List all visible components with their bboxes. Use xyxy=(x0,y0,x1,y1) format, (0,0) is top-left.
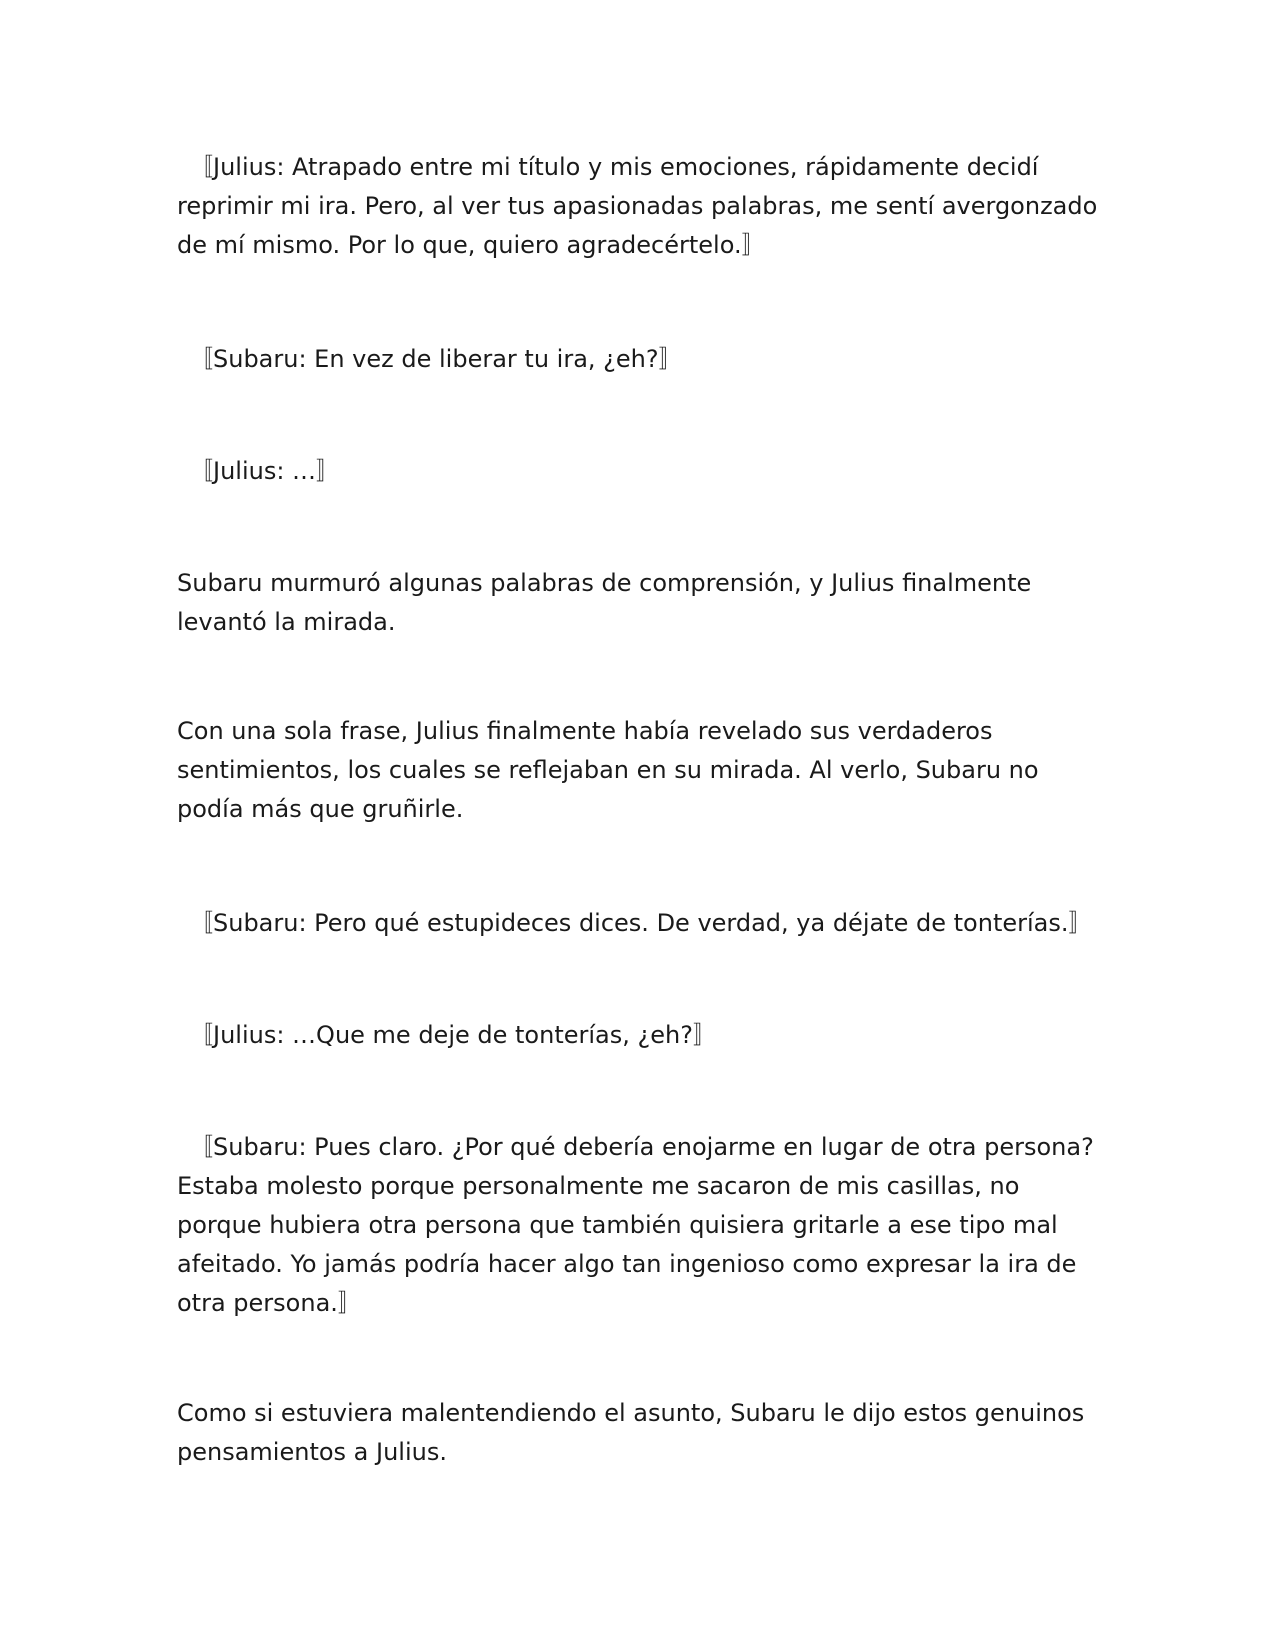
dialogue-subaru-explanation: 〚Subaru: Pues claro. ¿Por qué debería enojarme en lugar de otra persona? Estaba molesto porque personalmente me sacaron de mis casillas, no porque hubiera otra persona que también quisiera gritarle a ese tipo mal afeitado. Yo jamás podría hacer algo tan ingenioso como expresar la ira de otra persona.〛 xyxy=(177,1133,1094,1317)
narration-julius-feelings: Con una sola frase, Julius finalmente había revelado sus verdaderos sentimientos, los cuales se reflejaban en su mirada. Al verlo, Subaru no podía más que gruñirle. xyxy=(177,717,1039,823)
dialogue-julius-gratitude: 〚Julius: Atrapado entre mi título y mis emociones, rápidamente decidí reprimir mi ira. Pero, al ver tus apasionadas palabras, me sentí avergonzado de mí mismo. Por lo que, quiero agradecértelo.〛 xyxy=(177,153,1098,259)
dialogue-julius-nonsense: 〚Julius: …Que me deje de tonterías, ¿eh?〛 xyxy=(177,1021,717,1049)
dialogue-subaru-nonsense: 〚Subaru: Pero qué estupideces dices. De verdad, ya déjate de tonterías.〛 xyxy=(177,909,1093,937)
narration-subaru-murmur: Subaru murmuró algunas palabras de comprensión, y Julius finalmente levantó la mirada. xyxy=(177,569,1032,636)
narration-genuine-thoughts: Como si estuviera malentendiendo el asunto, Subaru le dijo estos genuinos pensamientos a Julius. xyxy=(177,1399,1085,1466)
dialogue-subaru-liberate-ira: 〚Subaru: En vez de liberar tu ira, ¿eh?〛 xyxy=(177,345,683,373)
dialogue-julius-silence: 〚Julius: …〛 xyxy=(177,457,341,485)
